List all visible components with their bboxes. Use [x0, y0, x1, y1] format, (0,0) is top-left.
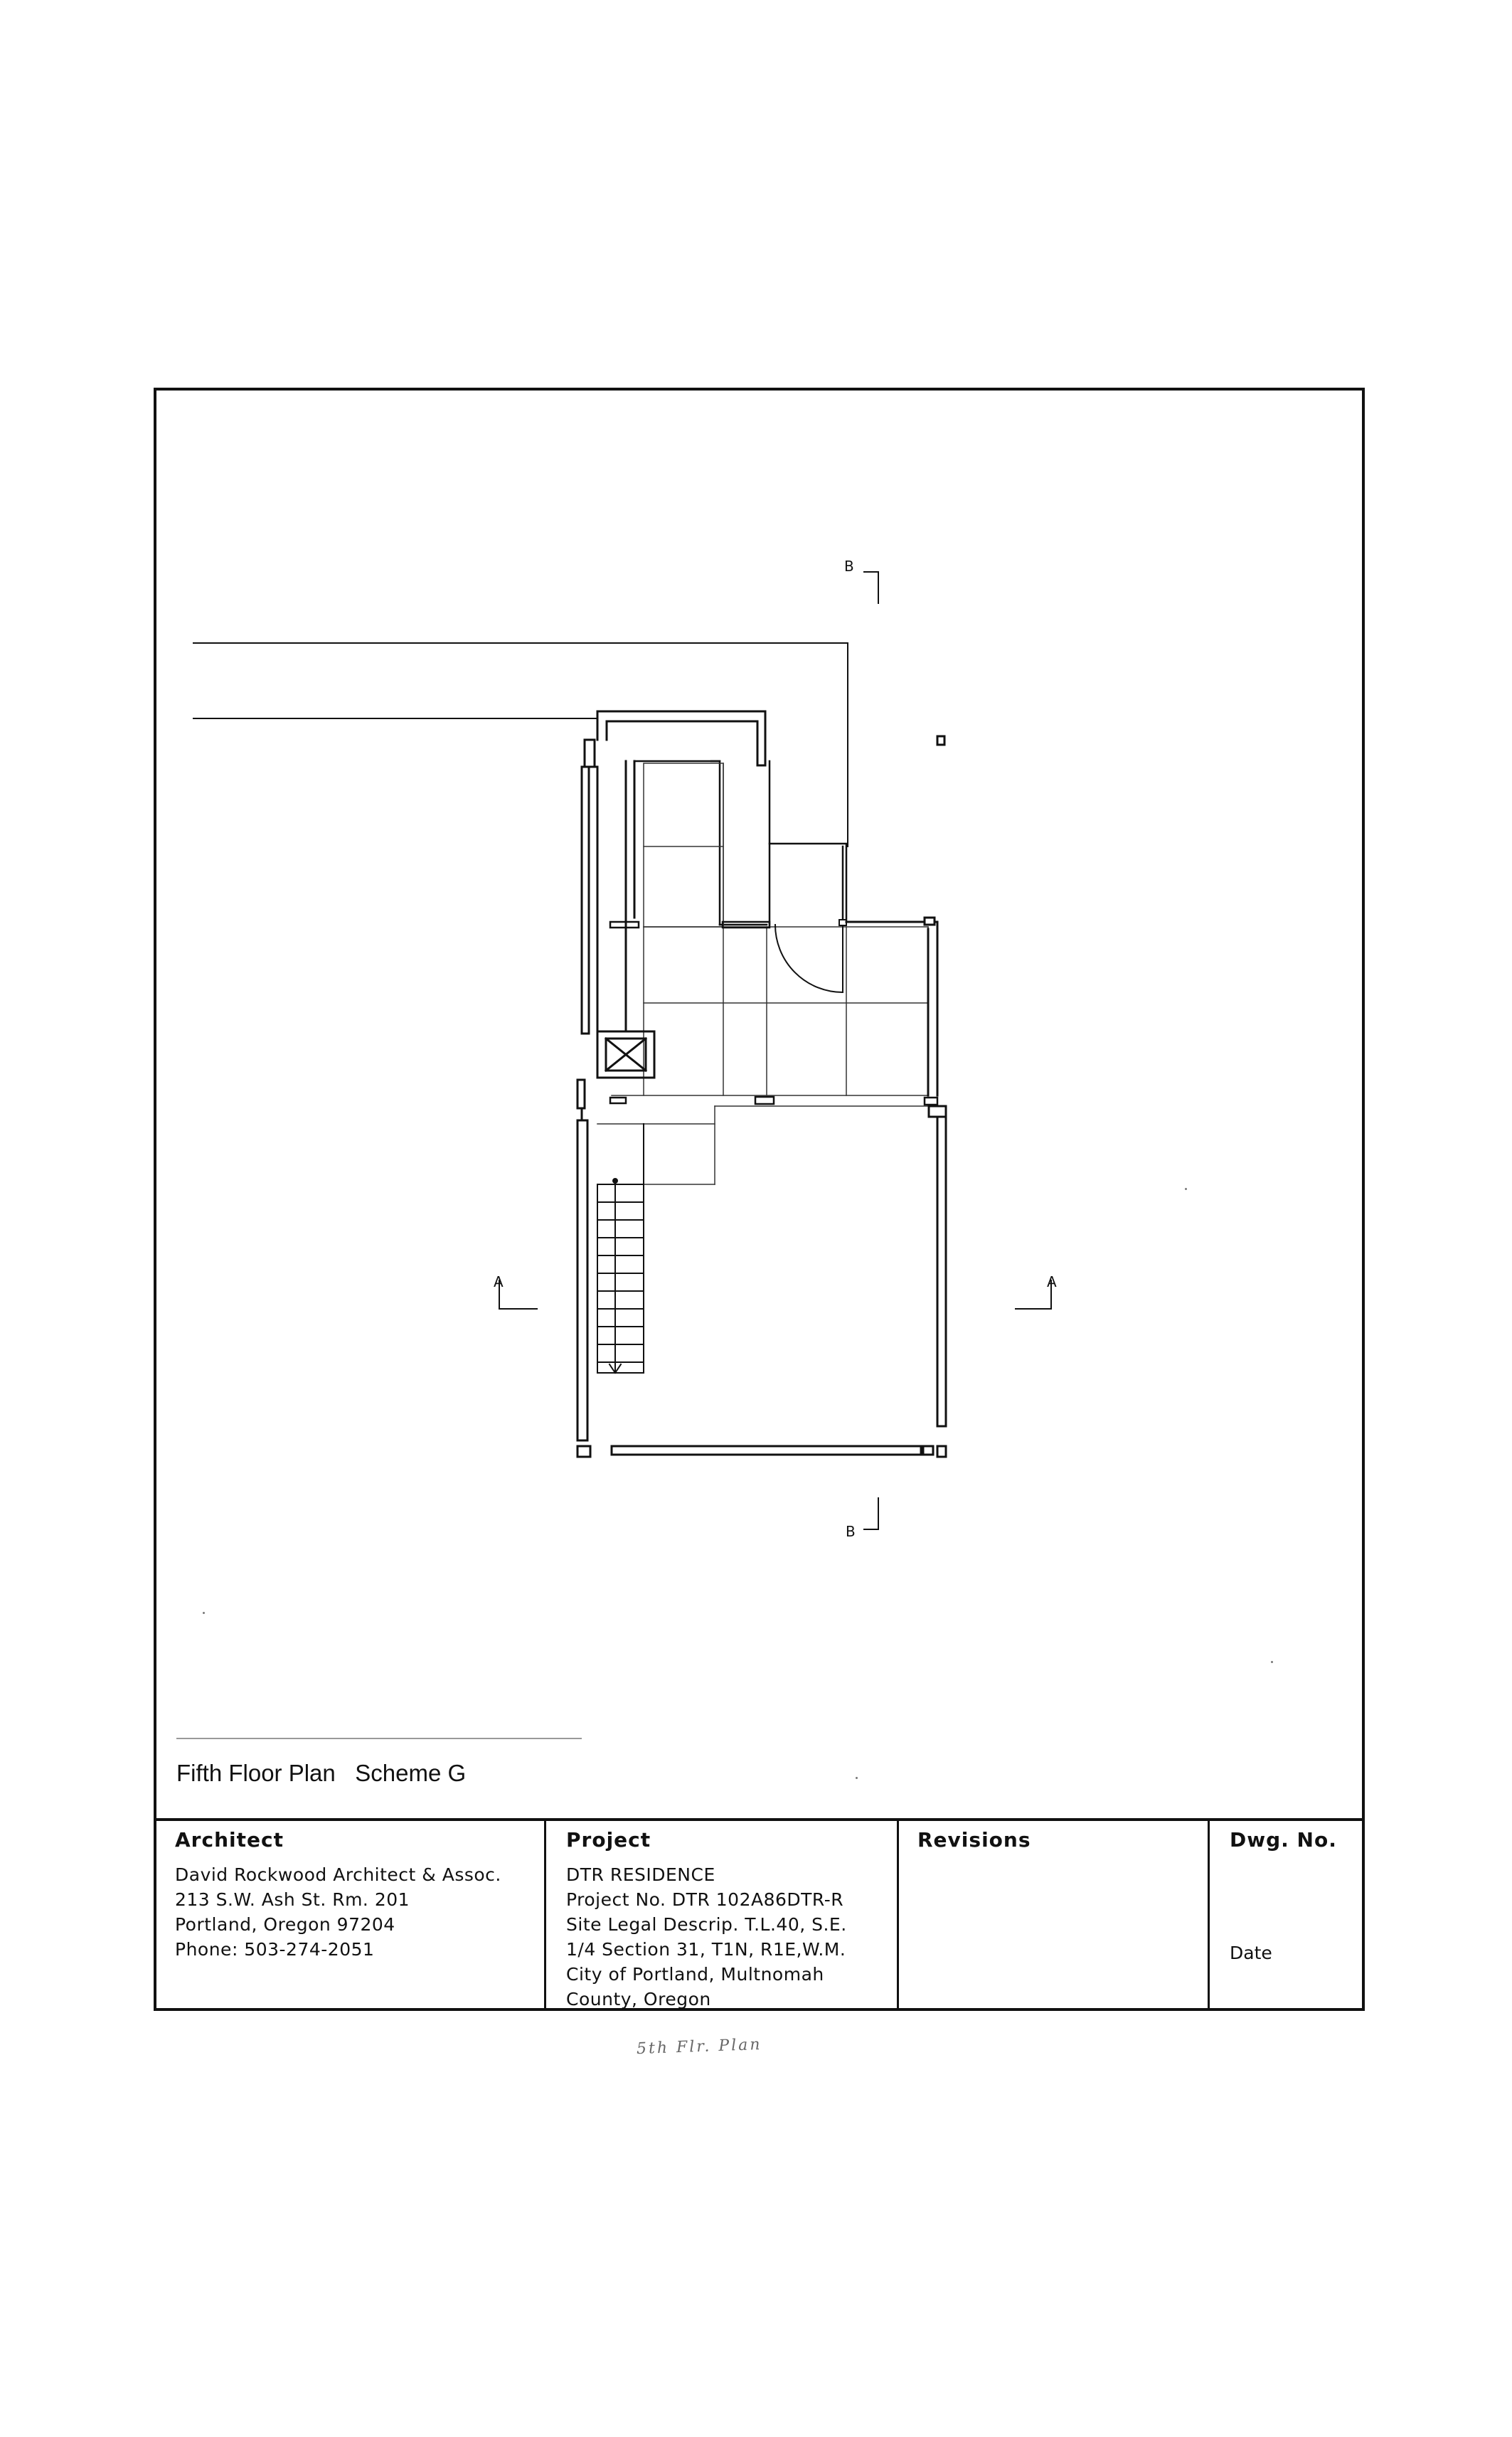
handwritten-note: 5th Flr. Plan	[636, 2035, 762, 2059]
project-heading: Project	[566, 1828, 651, 1852]
date-label: Date	[1230, 1943, 1272, 1963]
section-mark-a-right: A	[1047, 1273, 1057, 1290]
section-mark-b-bottom: B	[846, 1523, 856, 1540]
architect-heading: Architect	[175, 1828, 284, 1852]
project-line: Site Legal Descrip. T.L.40, S.E.	[566, 1914, 847, 1935]
project-line: DTR RESIDENCE	[566, 1864, 715, 1885]
core-outline	[634, 761, 770, 925]
east-wall-lower	[929, 1106, 946, 1457]
stair	[597, 1124, 644, 1373]
east-bay	[770, 844, 846, 922]
architect-panel	[155, 1818, 544, 2012]
architect-line: David Rockwood Architect & Assoc.	[175, 1864, 501, 1885]
stray-mark	[1185, 1188, 1187, 1190]
project-line: 1/4 Section 31, T1N, R1E,W.M.	[566, 1939, 846, 1960]
caption-rule	[176, 1738, 582, 1739]
east-wall-mid	[846, 918, 937, 1095]
west-wall-lower	[577, 1080, 587, 1440]
architect-line: Phone: 503-274-2051	[175, 1939, 375, 1960]
plan-caption: Fifth Floor Plan Scheme G	[176, 1760, 467, 1786]
architect-line: 213 S.W. Ash St. Rm. 201	[175, 1889, 410, 1910]
stray-mark	[203, 1612, 205, 1614]
west-wall-upper	[582, 767, 597, 1035]
architect-line: Portland, Oregon 97204	[175, 1914, 395, 1935]
project-line: Project No. DTR 102A86DTR-R	[566, 1889, 844, 1910]
architect-lines	[175, 1862, 501, 1962]
dwg-number-heading: Dwg. No.	[1230, 1828, 1337, 1852]
site-lines	[193, 643, 848, 846]
dwg-panel	[1210, 1818, 1363, 2012]
wall-stubs	[610, 922, 937, 1105]
stray-mark	[1271, 1661, 1273, 1663]
north-wall	[585, 711, 765, 767]
door-swing	[775, 920, 846, 992]
elevator-symbol	[597, 1031, 654, 1078]
section-mark-b-top: B	[844, 558, 854, 575]
revisions-heading: Revisions	[917, 1828, 1031, 1852]
column-marker	[937, 736, 944, 745]
floor-grid	[597, 763, 928, 1184]
south-wall	[577, 1446, 933, 1457]
inner-wall	[626, 761, 634, 1031]
revisions-panel	[899, 1818, 1208, 2012]
project-line: City of Portland, Multnomah	[566, 1964, 824, 1985]
project-panel	[546, 1818, 897, 2012]
project-lines	[566, 1862, 847, 2012]
stray-mark	[856, 1777, 858, 1779]
project-line: County, Oregon	[566, 1989, 711, 2009]
section-mark-a-left: A	[494, 1273, 504, 1290]
section-cut-lines	[499, 572, 1051, 1529]
